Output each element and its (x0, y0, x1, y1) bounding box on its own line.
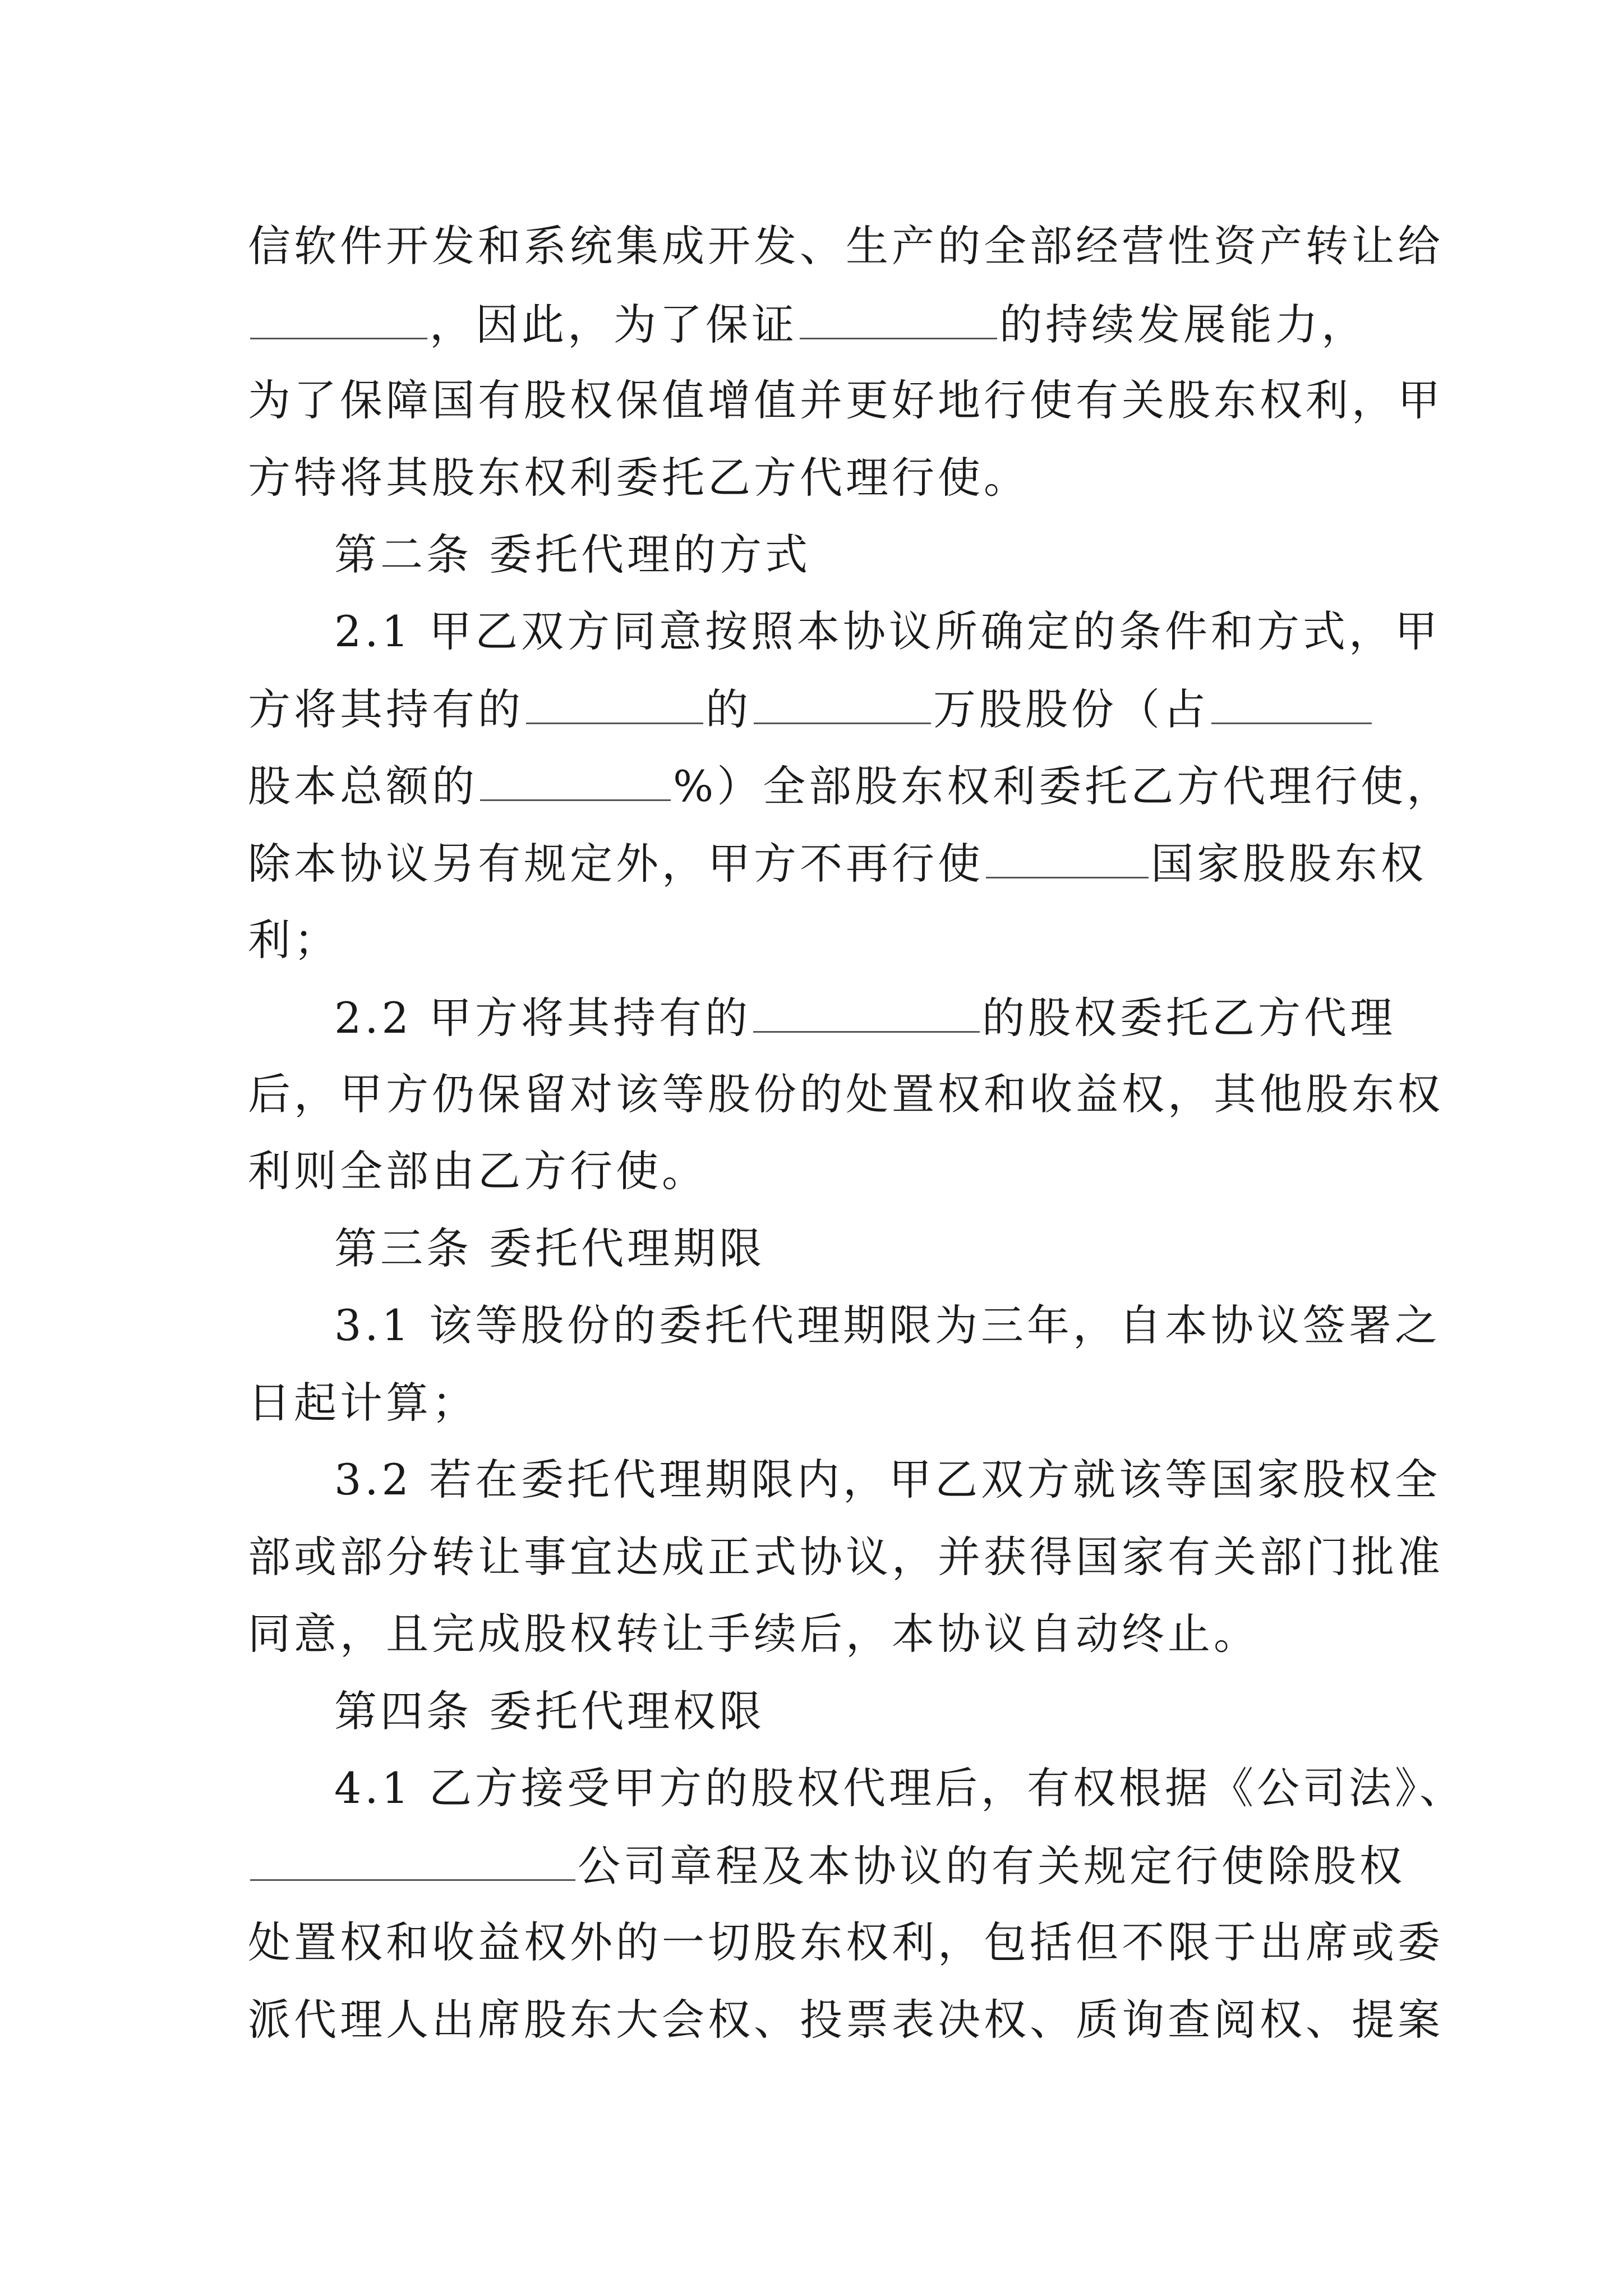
clause-line: 后，甲方仍保留对该等股份的处置权和收益权，其他股东权 (248, 1069, 1444, 1119)
clause-line: 公司章程及本协议的有关规定行使除股权 (248, 1840, 1405, 1892)
clause-line: 3.1 该等股份的委托代理期限为三年，自本协议签署之 (334, 1300, 1441, 1350)
fill-in-blank (800, 298, 997, 339)
clause-line: 利则全部由乙方行使。 (248, 1146, 708, 1196)
fill-in-blank (986, 838, 1149, 878)
paragraph-line: 为了保障国有股权保值增值并更好地行使有关股东权利，甲 (248, 375, 1444, 425)
clause-line: 派代理人出席股东大会权、投票表决权、质询查阅权、提案 (248, 1995, 1444, 2045)
fill-in-blank (480, 760, 671, 801)
fill-in-blank (250, 298, 427, 339)
section-heading: 第四条 委托代理权限 (334, 1686, 766, 1736)
clause-line: 3.2 若在委托代理期限内，甲乙双方就该等国家股权全 (334, 1455, 1441, 1504)
clause-line: 利； (248, 915, 340, 965)
section-heading: 第三条 委托代理期限 (334, 1223, 766, 1273)
clause-line: 4.1 乙方接受甲方的股权代理后，有权根据《公司法》、 (334, 1763, 1466, 1813)
clause-line: 除本协议另有规定外，甲方不再行使 国家股股东权 (248, 839, 1427, 889)
paragraph-line: 信软件开发和系统集成开发、生产的全部经营性资产转让给 (248, 221, 1444, 271)
clause-line: 方将其持有的 的 万股股份（占 (248, 683, 1374, 735)
clause-line: 处置权和收益权外的一切股东权利，包括但不限于出席或委 (248, 1917, 1444, 1967)
clause-line: 部或部分转让事宜达成正式协议，并获得国家有关部门批准 (248, 1532, 1444, 1582)
paragraph-line: ，因此，为了保证 的持续发展能力， (248, 298, 1367, 350)
fill-in-blank (753, 992, 980, 1033)
paragraph-line: 方特将其股东权利委托乙方代理行使。 (248, 453, 1030, 503)
clause-line: 2.2 甲方将其持有的 的股权委托乙方代理 (334, 993, 1396, 1043)
fill-in-blank (526, 683, 703, 724)
clause-line: 2.1 甲乙双方同意按照本协议所确定的条件和方式，甲 (334, 606, 1441, 656)
clause-line: 日起计算； (248, 1378, 478, 1428)
clause-line: 同意，且完成股权转让手续后，本协议自动终止。 (248, 1609, 1260, 1659)
fill-in-blank (754, 683, 931, 724)
clause-line: 股本总额的 %）全部股东权利委托乙方代理行使， (248, 761, 1453, 811)
fill-in-blank (1211, 683, 1372, 724)
fill-in-blank (250, 1840, 575, 1881)
section-heading: 第二条 委托代理的方式 (334, 530, 811, 579)
